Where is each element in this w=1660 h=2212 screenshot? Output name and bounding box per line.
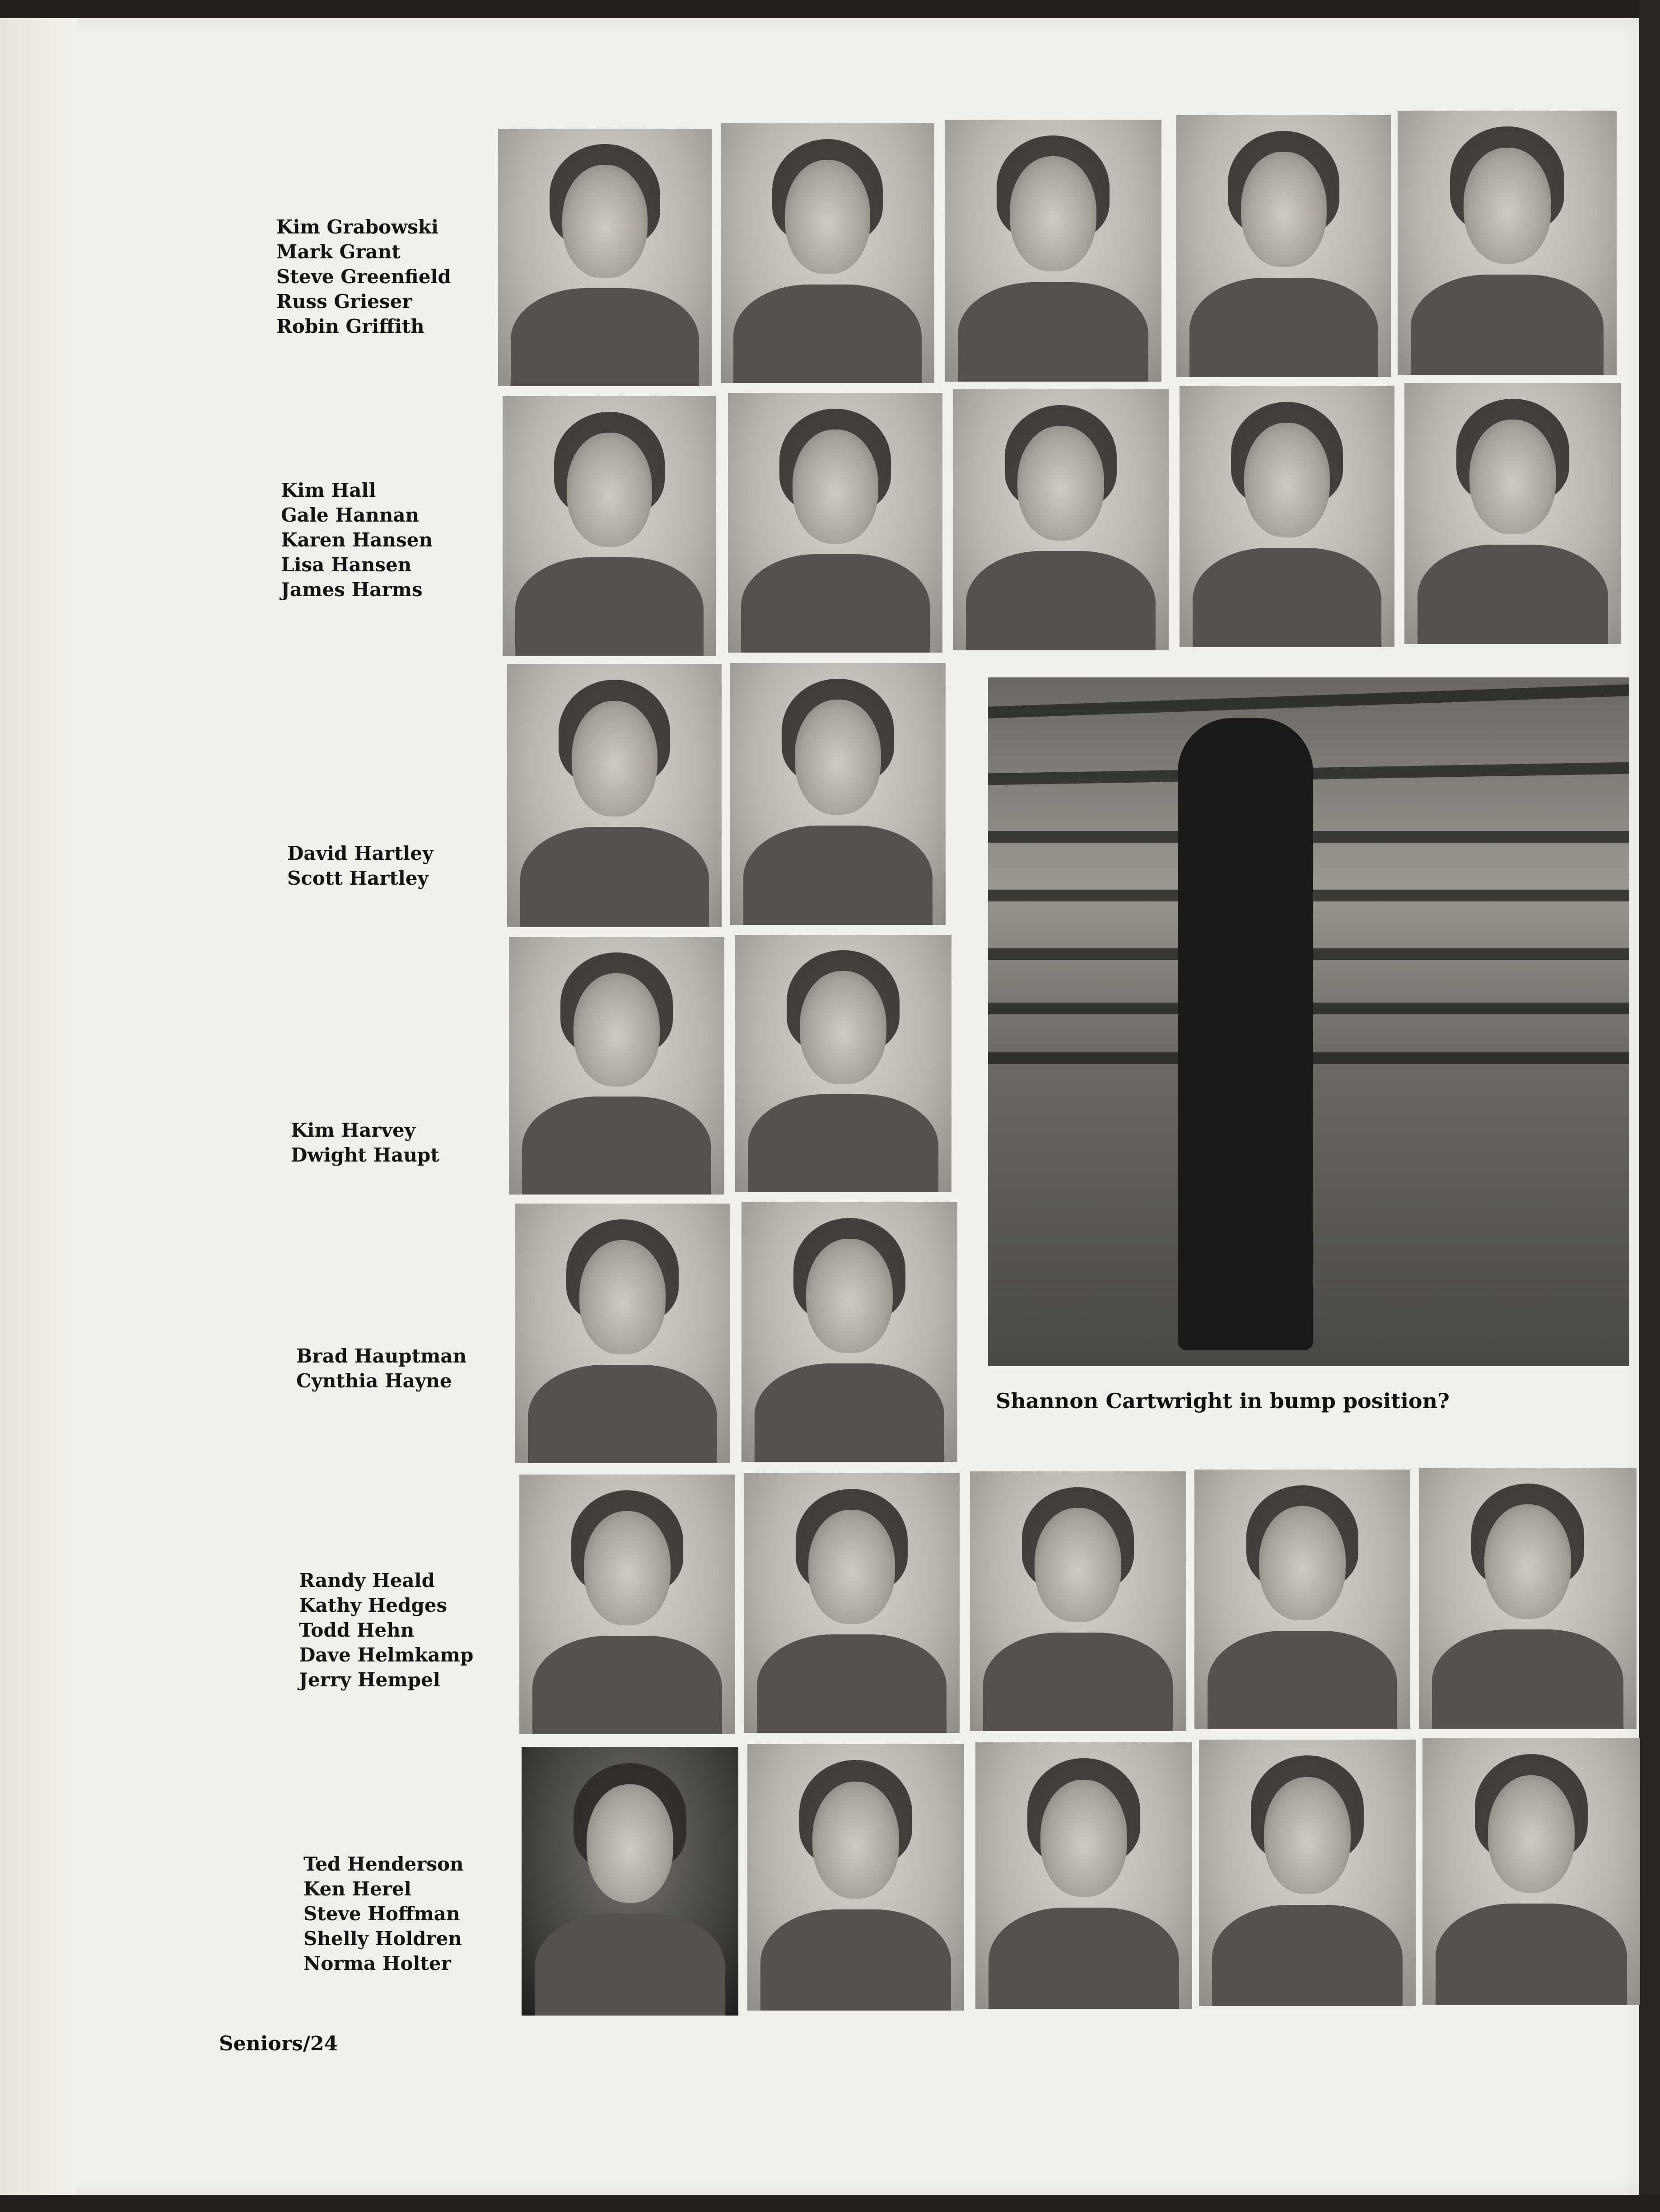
student-name: James Harms: [281, 579, 423, 601]
student-name: Mark Grant: [276, 241, 401, 263]
candid-photo: [988, 677, 1629, 1366]
student-name: Kim Hall: [281, 479, 376, 501]
student-name: Brad Hauptman: [296, 1345, 467, 1367]
portrait-photo: [1199, 1740, 1416, 2006]
name-group-4: [291, 1118, 508, 1167]
student-name: Dave Helmkamp: [299, 1644, 474, 1666]
name-group-3: [287, 841, 504, 891]
portrait-photo: [507, 664, 722, 927]
page-binding-shadow: [0, 18, 77, 2195]
portrait-photo: [519, 1475, 735, 1734]
portrait-photo: [1398, 111, 1617, 375]
portrait-photo: [741, 1202, 957, 1462]
student-name: Steve Greenfield: [276, 266, 451, 288]
name-group-1: [276, 215, 493, 339]
student-name: Robin Griffith: [276, 315, 424, 337]
portrait-photo: [730, 663, 946, 925]
student-name: Dwight Haupt: [291, 1144, 439, 1166]
portrait-photo: [721, 123, 934, 383]
student-name: Todd Hehn: [299, 1619, 415, 1641]
student-name: Gale Hannan: [281, 504, 420, 526]
portrait-photo: [945, 120, 1161, 382]
portrait-photo: [953, 389, 1169, 650]
name-group-6: [299, 1568, 516, 1692]
portrait-photo: [970, 1471, 1186, 1731]
portrait-photo: [1419, 1468, 1637, 1729]
portrait-photo: [1422, 1738, 1640, 2005]
student-name: Jerry Hempel: [299, 1669, 440, 1691]
page-folio: Seniors/24: [219, 2032, 338, 2055]
student-name: Russ Grieser: [276, 290, 412, 313]
student-name: Karen Hansen: [281, 529, 433, 551]
portrait-photo: [735, 935, 951, 1192]
portrait-photo: [744, 1473, 960, 1733]
student-name: Randy Heald: [299, 1569, 435, 1591]
portrait-photo: [503, 396, 716, 656]
portrait-photo: [498, 129, 712, 386]
portrait-photo: [515, 1204, 730, 1463]
student-name: Shelly Holdren: [303, 1927, 462, 1950]
student-name: Kim Grabowski: [276, 216, 438, 238]
portrait-photo: [728, 393, 942, 653]
portrait-photo: [1404, 383, 1621, 644]
scan-bottom-edge: [0, 2195, 1660, 2212]
portrait-photo: [1176, 115, 1391, 377]
student-name: Ted Henderson: [303, 1853, 464, 1875]
portrait-photo: [747, 1744, 964, 2011]
photo-caption: Shannon Cartwright in bump position?: [996, 1389, 1450, 1413]
name-group-7: [303, 1852, 520, 1976]
student-name: Kim Harvey: [291, 1119, 416, 1141]
name-group-5: [296, 1344, 513, 1393]
scan-right-edge: [1639, 0, 1660, 2212]
student-name: Steve Hoffman: [303, 1903, 460, 1925]
student-name: Lisa Hansen: [281, 554, 412, 576]
student-name: Norma Holter: [303, 1952, 451, 1974]
name-group-2: [281, 478, 498, 602]
student-name: Kathy Hedges: [299, 1594, 448, 1616]
student-name: Cynthia Hayne: [296, 1370, 452, 1392]
portrait-photo: [522, 1747, 738, 2016]
scan-top-edge: [0, 0, 1660, 18]
student-name: Scott Hartley: [287, 867, 429, 889]
student-name: David Hartley: [287, 842, 434, 864]
portrait-photo: [1194, 1470, 1410, 1729]
portrait-photo: [509, 937, 724, 1195]
portrait-photo: [975, 1742, 1192, 2009]
portrait-photo: [1180, 386, 1394, 647]
student-name: Ken Herel: [303, 1878, 411, 1900]
